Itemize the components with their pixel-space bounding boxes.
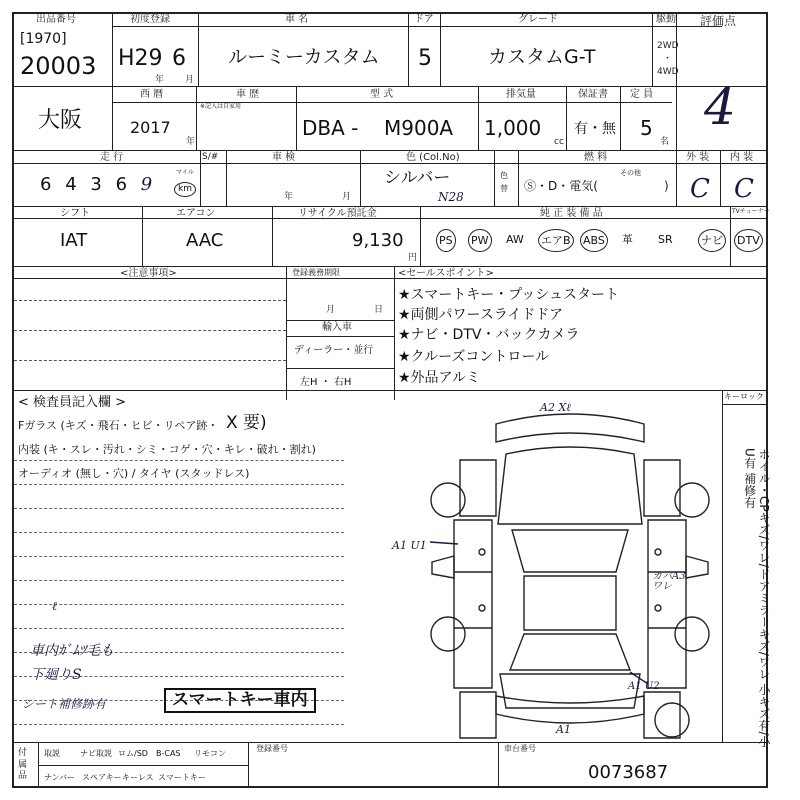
import-label: 輸入車 xyxy=(322,322,352,333)
col-divider xyxy=(620,86,621,150)
region: 大阪 xyxy=(38,108,83,133)
sales-point: ★スマートキー・プッシュスタート xyxy=(398,287,620,303)
steering-side: 左H ・ 右H xyxy=(300,377,352,388)
model-label: 型 式 xyxy=(370,89,394,100)
recycle-label: リサイクル預託金 xyxy=(298,208,377,219)
exterior-grade: C xyxy=(690,174,710,204)
auction-number: 20003 xyxy=(20,52,97,80)
col-divider xyxy=(652,12,653,86)
mileage-suffix: S/# xyxy=(202,152,219,162)
col-divider xyxy=(478,86,479,150)
right-body xyxy=(648,520,686,688)
hw-note: 車内ｶﾞﾑﾂ毛も xyxy=(30,643,114,659)
year-unit: 年 xyxy=(186,137,196,147)
capacity: 5 xyxy=(640,116,653,140)
shaken-month: 月 xyxy=(342,192,352,202)
damage-mark-right: カバA3 ワレ xyxy=(652,571,686,592)
col-divider xyxy=(112,12,113,86)
grade-label: グレード xyxy=(518,14,558,25)
col-divider xyxy=(566,86,567,150)
ac-label: エアコン xyxy=(176,208,216,219)
fuel: Ⓢ・D・電気( xyxy=(524,179,598,193)
hw-note: シート補修跡有 xyxy=(22,697,107,711)
first-reg-era: H29 xyxy=(118,46,163,71)
col-divider xyxy=(730,206,731,266)
km-unit: km xyxy=(174,182,196,197)
interior-line: 内装 (キ・スレ・汚れ・シミ・コゲ・穴・キレ・破れ・割れ) xyxy=(18,443,316,456)
inspector-title: < 検査員記入欄 > xyxy=(18,395,127,410)
spare-tire xyxy=(655,703,689,737)
damage-mark-left: A1 U1 xyxy=(392,539,427,552)
reg-month: 月 xyxy=(326,305,336,315)
dealer-type: ディーラー・並行 xyxy=(294,345,374,356)
col-divider xyxy=(272,206,273,266)
mileage-value xyxy=(40,176,156,194)
note-line xyxy=(14,628,344,629)
glass-mark: X 要) xyxy=(226,413,267,433)
warranty-label: 保証書 xyxy=(578,89,608,100)
rear-glass xyxy=(510,634,630,670)
model: M900A xyxy=(384,116,454,140)
accessory-item: 取説 xyxy=(44,749,60,758)
header-underline xyxy=(112,26,722,27)
key-lock-label: キーロック xyxy=(724,392,764,401)
equipment-item: 革 xyxy=(622,233,633,246)
interior-grade: C xyxy=(734,174,754,204)
note-line xyxy=(14,724,344,725)
caution-label: <注意事項> xyxy=(120,268,177,279)
model-prefix: DBA - xyxy=(302,116,359,140)
first-reg-label: 初度登録 xyxy=(130,14,170,25)
car-name: ルーミーカスタム xyxy=(228,46,380,68)
windshield xyxy=(512,530,628,572)
left-body xyxy=(454,520,492,688)
col-divider xyxy=(420,206,421,266)
col-divider xyxy=(198,12,199,86)
recycle-unit: 円 xyxy=(408,253,418,263)
equipment-item: ABS xyxy=(580,229,608,252)
mile-unit: マイル xyxy=(176,169,194,176)
capacity-label: 定 員 xyxy=(630,89,654,100)
accessory-divider xyxy=(38,765,248,766)
recycle-fee: 9,130 xyxy=(352,230,404,251)
accessory-item: ナンバー xyxy=(44,773,76,782)
rating: 4 xyxy=(704,78,736,136)
sales-point: ★クルーズコントロール xyxy=(398,349,550,365)
exterior-label: 外 装 xyxy=(686,152,710,163)
mileage-digit: 9 xyxy=(140,174,157,195)
col-divider xyxy=(226,150,227,206)
col-divider xyxy=(518,150,519,206)
auction-year: [1970] xyxy=(20,31,67,47)
col-divider xyxy=(498,742,499,788)
col-divider xyxy=(676,150,677,206)
mileage-digit: 6 xyxy=(40,174,56,195)
mileage-digit: 6 xyxy=(115,174,132,195)
sales-label: <セールスポイント> xyxy=(398,268,494,279)
equipment-item: DTV xyxy=(734,229,763,252)
col-divider xyxy=(494,150,495,206)
drive-label: 駆動 xyxy=(656,14,676,25)
doors: 5 xyxy=(418,46,432,71)
sales-point: ★ナビ・DTV・バックカメラ xyxy=(398,327,580,343)
col-divider xyxy=(196,86,197,150)
hw-note: 下廻りS xyxy=(30,667,82,683)
left-quarter xyxy=(460,692,496,738)
row-divider xyxy=(12,390,768,391)
ac: AAC xyxy=(186,230,224,251)
damage-legend: ホイル・CPキズ/ワレ/ドアミラーキズ/ワレ 小キズ有/小U有 補修有 xyxy=(742,448,771,748)
rating-label: 評価点 xyxy=(700,14,737,28)
col-divider xyxy=(676,12,677,150)
equipment-item: AW xyxy=(506,233,524,246)
chassis-number: 0073687 xyxy=(588,762,669,783)
fuel-label: 燃 料 xyxy=(584,152,608,163)
note-line xyxy=(14,580,344,581)
note-line xyxy=(14,360,286,361)
damage-mark-top: A2 Xℓ xyxy=(540,401,571,414)
accessory-item: スマートキー xyxy=(158,773,206,782)
warranty: 有・無 xyxy=(574,121,616,137)
note-line xyxy=(14,330,286,331)
hw-mark: ℓ xyxy=(52,599,57,613)
row-divider xyxy=(12,150,768,151)
car-name-label: 車 名 xyxy=(285,14,309,25)
color: シルバー xyxy=(384,168,451,188)
col-divider xyxy=(440,12,441,86)
note-line xyxy=(14,508,344,509)
col-divider xyxy=(722,390,723,742)
row-divider xyxy=(12,266,768,267)
drive-4wd: 4WD xyxy=(657,67,679,77)
note-line xyxy=(14,556,344,557)
col-divider xyxy=(200,150,201,206)
row-divider xyxy=(12,86,768,87)
tire-rl xyxy=(431,617,465,651)
year-unit: 年 xyxy=(155,75,165,85)
roof xyxy=(524,576,616,630)
history-label: 車 歴 xyxy=(236,89,260,100)
equipment-label: 純 正 装 備 品 xyxy=(540,208,603,219)
accessory-item: B-CAS xyxy=(156,749,181,758)
tire-rr xyxy=(675,617,709,651)
left-mirror xyxy=(432,556,454,578)
left-fender xyxy=(460,460,496,516)
doors-label: ドア xyxy=(414,14,434,25)
mileage-label: 走 行 xyxy=(100,152,124,163)
key-divider xyxy=(722,404,768,405)
displacement: 1,000 xyxy=(484,116,542,140)
header-underline xyxy=(12,218,768,219)
year-label: 西 暦 xyxy=(140,89,164,100)
history-note: ※記入は自家用 xyxy=(200,103,242,110)
col-divider xyxy=(360,150,361,206)
sales-point: ★両側パワースライドドア xyxy=(398,307,564,323)
interior-label: 内 装 xyxy=(730,152,754,163)
audio-line: オーディオ (無し・穴) / タイヤ (スタッドレス) xyxy=(18,467,250,480)
right-fender xyxy=(644,460,680,516)
col-divider xyxy=(248,742,249,788)
import-divider xyxy=(286,320,394,321)
chassis-label: 車台番号 xyxy=(504,744,536,753)
capacity-unit: 名 xyxy=(660,137,670,147)
damage-mark-bottom-right: A1 U2 xyxy=(628,681,660,692)
equipment-item: PS xyxy=(436,229,456,252)
auction-no-label: 出品番号 xyxy=(36,14,76,25)
mileage-digit: 4 xyxy=(65,174,81,195)
col-divider xyxy=(142,206,143,266)
import-divider xyxy=(286,368,394,369)
year-value: 2017 xyxy=(130,118,171,137)
row-divider xyxy=(12,742,768,743)
displacement-label: 排気量 xyxy=(506,89,536,100)
displacement-unit: cc xyxy=(554,137,564,147)
fuel-other: その他 xyxy=(620,169,641,177)
rear-bumper xyxy=(496,696,644,723)
right-quarter xyxy=(644,692,680,738)
glass-line: Fガラス (キズ・飛石・ヒビ・リペア跡・ xyxy=(18,419,219,432)
accessory-item: スペアキー xyxy=(82,773,122,782)
tuner-label: TVチューナー xyxy=(732,208,770,215)
damage-mark-bottom: A1 xyxy=(556,723,571,736)
color-change-label: 色替 xyxy=(500,171,508,193)
drive-2wd: 2WD xyxy=(657,41,679,51)
header-underline xyxy=(12,163,768,164)
sales-point: ★外品アルミ xyxy=(398,370,480,386)
col-divider xyxy=(112,86,113,150)
shaken-year: 年 xyxy=(284,192,294,202)
hood xyxy=(498,447,642,524)
col-divider xyxy=(394,266,395,400)
smart-key-stamp: スマートキー車内 xyxy=(164,688,316,713)
shift-label: シフト xyxy=(60,208,90,219)
col-divider xyxy=(296,86,297,150)
accessory-item: ナビ取説 xyxy=(80,749,112,758)
shaken-label: 車 検 xyxy=(272,152,296,163)
month-unit: 月 xyxy=(185,75,195,85)
import-divider xyxy=(286,336,394,337)
front-bumper xyxy=(496,414,644,442)
col-divider xyxy=(408,12,409,86)
reg-day: 日 xyxy=(374,305,384,315)
note-line xyxy=(14,300,286,301)
equipment-item: ナビ xyxy=(698,229,726,252)
note-line xyxy=(14,460,344,461)
accessory-label: 付属品 xyxy=(18,748,28,782)
equipment-item: PW xyxy=(468,229,492,252)
equipment-item: SR xyxy=(658,233,673,246)
note-line xyxy=(14,532,344,533)
note-line xyxy=(14,604,344,605)
shift: IAT xyxy=(60,230,88,251)
note-line xyxy=(14,484,344,485)
grade: カスタムG-T xyxy=(488,46,596,68)
accessory-item: リモコン xyxy=(194,749,226,758)
color-code: N28 xyxy=(438,190,464,204)
mileage-digit: 3 xyxy=(90,174,106,195)
color-label: 色 (Col.No) xyxy=(406,152,460,163)
equipment-item: エアB xyxy=(538,229,574,252)
row-divider xyxy=(12,206,768,207)
col-divider xyxy=(720,150,721,206)
first-reg-month: 6 xyxy=(172,46,186,71)
col-divider xyxy=(286,266,287,400)
reg-no-label: 登録番号 xyxy=(256,744,288,753)
accessory-item: ロム/SD xyxy=(118,749,148,758)
accessory-item: キーレス xyxy=(122,773,154,782)
reg-deadline-label: 登録義務期限 xyxy=(292,268,340,277)
